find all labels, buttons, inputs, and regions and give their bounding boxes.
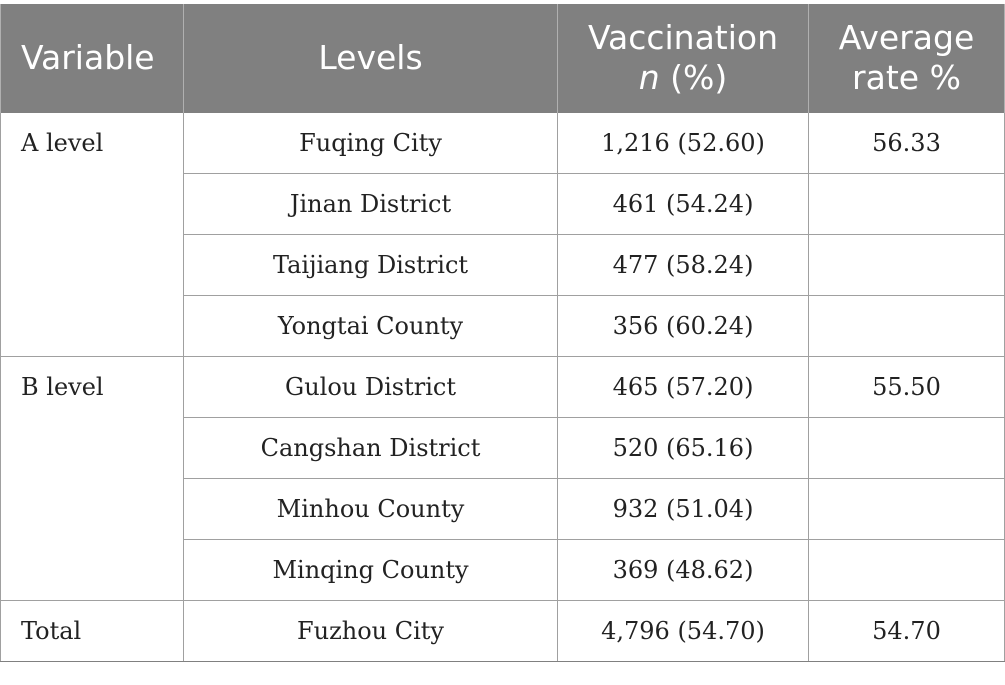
- level-cell: Minhou County: [184, 479, 558, 540]
- average-cell-empty: [809, 540, 1005, 601]
- variable-cell-empty: [1, 479, 184, 540]
- header-rate-label: rate %: [852, 58, 961, 97]
- header-vaccination-n: n: [638, 58, 660, 97]
- average-cell-empty: [809, 479, 1005, 540]
- average-cell: 56.33: [809, 113, 1005, 174]
- total-vaccination-cell: 4,796 (54.70): [558, 601, 809, 662]
- variable-cell-empty: [1, 296, 184, 357]
- average-cell-empty: [809, 296, 1005, 357]
- vaccination-cell: 932 (51.04): [558, 479, 809, 540]
- vaccination-cell: 461 (54.24): [558, 174, 809, 235]
- table-row: [1, 357, 1005, 418]
- header-levels: Levels: [184, 4, 558, 113]
- average-cell-empty: [809, 235, 1005, 296]
- level-cell: Jinan District: [184, 174, 558, 235]
- total-average-cell: 54.70: [809, 601, 1005, 662]
- variable-cell-empty: [1, 540, 184, 601]
- header-vaccination-pct: (%): [670, 58, 728, 97]
- table-row: [1, 296, 1005, 357]
- variable-cell: B level: [1, 357, 184, 418]
- header-row: [1, 4, 1005, 113]
- vaccination-cell: 465 (57.20): [558, 357, 809, 418]
- header-variable: Variable: [1, 4, 184, 113]
- level-cell: Fuqing City: [184, 113, 558, 174]
- variable-cell-empty: [1, 418, 184, 479]
- average-cell-empty: [809, 174, 1005, 235]
- vaccination-cell: 477 (58.24): [558, 235, 809, 296]
- table-row: [1, 540, 1005, 601]
- variable-cell: A level: [1, 113, 184, 174]
- vaccination-cell: 356 (60.24): [558, 296, 809, 357]
- level-cell: Cangshan District: [184, 418, 558, 479]
- total-row: [1, 601, 1005, 662]
- variable-cell-empty: [1, 174, 184, 235]
- level-cell: Minqing County: [184, 540, 558, 601]
- vaccination-table: [0, 4, 1005, 662]
- total-variable-cell: Total: [1, 601, 184, 662]
- vaccination-cell: 369 (48.62): [558, 540, 809, 601]
- vaccination-cell: 520 (65.16): [558, 418, 809, 479]
- table-row: [1, 113, 1005, 174]
- level-cell: Gulou District: [184, 357, 558, 418]
- level-cell: Taijiang District: [184, 235, 558, 296]
- variable-cell-empty: [1, 235, 184, 296]
- table-row: [1, 479, 1005, 540]
- level-cell: Yongtai County: [184, 296, 558, 357]
- vaccination-cell: 1,216 (52.60): [558, 113, 809, 174]
- average-cell: 55.50: [809, 357, 1005, 418]
- table-row: [1, 174, 1005, 235]
- header-average-label: Average: [838, 18, 975, 57]
- table-row: [1, 235, 1005, 296]
- header-average-rate: [809, 4, 1005, 113]
- header-vaccination: [558, 4, 809, 113]
- header-vaccination-label: Vaccination: [587, 18, 779, 57]
- average-cell-empty: [809, 418, 1005, 479]
- table-row: [1, 418, 1005, 479]
- total-level-cell: Fuzhou City: [184, 601, 558, 662]
